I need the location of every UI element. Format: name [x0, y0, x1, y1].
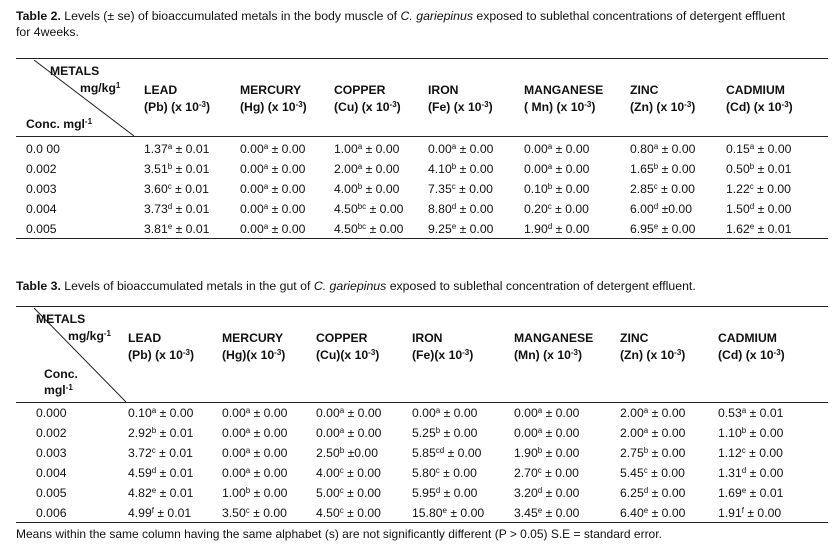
table2-cell: 3.51$^b$ ± 0.01 [144, 162, 210, 176]
table2-cell: 9.25$^e$ ± 0.00 [428, 222, 494, 236]
table3-cell: 6.40$^e$ ± 0.00 [620, 506, 686, 520]
table2-caption-text: Levels (± se) of bioaccumulated metals in the body muscle of [60, 9, 401, 23]
table3-cell: 1.10$^b$ ± 0.00 [718, 426, 784, 440]
table3-cell: 4.59$^d$ ± 0.01 [128, 466, 194, 480]
table2-corner-unit: $mg/kg^1$ [80, 81, 121, 95]
table3-cell: 5.80$^c$ ± 0.00 [412, 466, 477, 480]
table2-cell: 0.50$^b$ ± 0.01 [726, 162, 792, 176]
table2-col-unit: ( Mn) (x $10^{-3}$) [524, 100, 596, 114]
table3-caption [16, 278, 824, 294]
table3-cell: 3.20$^d$ ± 0.00 [514, 486, 580, 500]
table2-cell: 0.00$^a$ ± 0.00 [240, 142, 306, 156]
table3-cell: 0.00$^a$ ± 0.00 [514, 426, 580, 440]
table3-col-name: MANGANESE [514, 331, 594, 345]
table3-cell: 3.50$^c$ ± 0.00 [222, 506, 287, 520]
table2-col-unit: (Pb) (x $10^{-3}$) [144, 100, 211, 114]
table-footnote: Means within the same column having the same alphabet (s) are not significantly different (P > 0.05) S.E = standard error. [16, 527, 662, 541]
table3-cell: 2.92$^b$ ± 0.01 [128, 426, 194, 440]
table2-header-rule [16, 136, 828, 137]
table2-cell: 0.10$^b$ ± 0.00 [524, 182, 590, 196]
table3-cell: 2.00$^a$ ± 0.00 [620, 426, 686, 440]
table3-cell: 0.00$^a$ ± 0.00 [222, 406, 288, 420]
table3-col-unit: (Cu)(x $10^{-3}$) [316, 348, 380, 362]
table2-corner-metals: METALS [50, 64, 100, 78]
table3-col-name: CADMIUM [718, 331, 777, 345]
table2-cell: 4.10$^b$ ± 0.00 [428, 162, 494, 176]
table3-cell: 5.95$^d$ ± 0.00 [412, 486, 478, 500]
table3-top-rule [16, 306, 828, 307]
table3-caption-species: C. gariepinus [313, 279, 387, 293]
table3 [16, 306, 828, 524]
table3-cell: 0.00$^a$ ± 0.00 [222, 446, 288, 460]
table3-col-name: MERCURY [222, 331, 284, 345]
table2-cell: 2.00$^a$ ± 0.00 [334, 162, 400, 176]
table3-col-unit: (Zn) (x $10^{-3}$) [620, 348, 686, 362]
table2 [16, 58, 828, 243]
table3-cell: 0.00$^a$ ± 0.00 [412, 406, 478, 420]
table3-cell: 5.85$^{cd}$ ± 0.00 [412, 446, 482, 460]
table2-cell: 0.20$^c$ ± 0.00 [524, 202, 589, 216]
table2-bottom-rule [16, 238, 828, 239]
table3-cell: 5.25$^b$ ± 0.00 [412, 426, 478, 440]
table2-cell: 7.35$^c$ ± 0.00 [428, 182, 493, 196]
table2-col-name: IRON [428, 83, 459, 97]
table2-cell: 3.81$^e$ ± 0.01 [144, 222, 210, 236]
table3-cell: 2.70$^c$ ± 0.00 [514, 466, 579, 480]
table2-caption-line2: for 4weeks. [16, 25, 79, 39]
table3-cell: 1.00$^b$ ± 0.00 [222, 486, 288, 500]
table3-cell: 0.53$^a$ ± 0.01 [718, 406, 784, 420]
table2-cell: 8.80$^d$ ± 0.00 [428, 202, 494, 216]
table2-caption [16, 8, 824, 40]
table2-cell: 1.90$^d$ ± 0.00 [524, 222, 590, 236]
table3-cell: 2.50$^b$ ±0.00 [316, 446, 378, 460]
table2-cell: 1.00$^a$ ± 0.00 [334, 142, 400, 156]
table3-col-unit: (Cd) (x $10^{-3}$) [718, 348, 785, 362]
table2-col-unit: (Cu) (x $10^{-3}$) [334, 100, 401, 114]
table3-col-name: ZINC [620, 331, 649, 345]
table2-top-rule [16, 58, 828, 59]
table2-cell: 3.60$^c$ ± 0.01 [144, 182, 209, 196]
table3-col-name: LEAD [128, 331, 162, 345]
table2-cell: 1.65$^b$ ± 0.00 [630, 162, 696, 176]
table2-cell: 3.73$^d$ ± 0.01 [144, 202, 210, 216]
table3-col-unit: (Fe)(x $10^{-3}$) [412, 348, 474, 362]
table2-cell: 4.50$^{bc}$ ± 0.00 [334, 222, 404, 236]
table3-label: Table 3. [16, 279, 61, 293]
table2-col-name: CADMIUM [726, 83, 785, 97]
table2-col-name: MERCURY [240, 83, 302, 97]
table2-cell: 1.37$^a$ ± 0.01 [144, 142, 210, 156]
table3-cell: 0.00$^a$ ± 0.00 [514, 406, 580, 420]
table3-cell: 4.50$^c$ ± 0.00 [316, 506, 381, 520]
table2-cell: 1.62$^e$ ± 0.01 [726, 222, 792, 236]
table2-row-conc: 0.005 [26, 222, 57, 236]
table2-caption-species: C. gariepinus [400, 9, 473, 23]
table2-col-unit: (Zn) (x $10^{-3}$) [630, 100, 696, 114]
table3-cell: 0.00$^a$ ± 0.00 [222, 466, 288, 480]
table2-cell: 1.22$^c$ ± 0.00 [726, 182, 791, 196]
table3-cell: 4.00$^c$ ± 0.00 [316, 466, 381, 480]
table3-row-conc: 0.006 [36, 506, 67, 520]
table3-cell: 1.12$^c$ ± 0.00 [718, 446, 783, 460]
table3-col-unit: (Mn) (x $10^{-3}$) [514, 348, 583, 362]
table2-col-name: ZINC [630, 83, 659, 97]
table2-row-conc: 0.002 [26, 162, 57, 176]
table3-cell: 1.91$^f$ ± 0.00 [718, 506, 782, 520]
table3-col-unit: (Hg)(x $10^{-3}$) [222, 348, 286, 362]
table3-cell: 0.00$^a$ ± 0.00 [222, 426, 288, 440]
table3-cell: 1.69$^e$ ± 0.01 [718, 486, 784, 500]
table3-row-conc: 0.005 [36, 486, 67, 500]
table2-label: Table 2. [16, 9, 61, 23]
table2-cell: 1.50$^d$ ± 0.00 [726, 202, 792, 216]
table3-caption-text-end: exposed to sublethal concentration of detergent effluent. [386, 279, 696, 293]
table3-header-rule [16, 402, 828, 403]
table3-caption-text: Levels of bioaccumulated metals in the gut of [60, 279, 314, 293]
table2-col-unit: (Fe) (x $10^{-3}$) [428, 100, 493, 114]
table3-col-name: COPPER [316, 331, 368, 345]
table2-cell: 0.00$^a$ ± 0.00 [524, 162, 590, 176]
table3-cell: 1.90$^b$ ± 0.00 [514, 446, 580, 460]
table2-cell: 4.50$^{bc}$ ± 0.00 [334, 202, 404, 216]
table3-corner-unit: $mg/kg^{-1}$ [68, 329, 112, 343]
table3-col-unit: (Pb) (x $10^{-3}$) [128, 348, 195, 362]
table3-cell: 0.00$^a$ ± 0.00 [316, 426, 382, 440]
table2-cell: 0.00$^a$ ± 0.00 [240, 202, 306, 216]
table2-corner-conc: Conc. mgl$^{-1}$ [26, 117, 93, 131]
table3-cell: 4.99$^f$ ± 0.01 [128, 506, 192, 520]
table3-corner-conc: Conc. [44, 367, 78, 381]
table3-cell: 15.80$^e$ ± 0.00 [412, 506, 485, 520]
table2-cell: 0.15$^a$ ± 0.00 [726, 142, 792, 156]
table2-col-unit: (Hg) (x $10^{-3}$) [240, 100, 307, 114]
table2-cell: 0.80$^a$ ± 0.00 [630, 142, 696, 156]
table3-row-conc: 0.002 [36, 426, 67, 440]
table2-row-conc: 0.003 [26, 182, 57, 196]
table2-cell: 6.95$^e$ ± 0.00 [630, 222, 696, 236]
table2-col-unit: (Cd) (x $10^{-3}$) [726, 100, 793, 114]
table2-cell: 6.00$^d$ ±0.00 [630, 202, 692, 216]
table2-col-name: LEAD [144, 83, 178, 97]
table2-cell: 2.85$^c$ ± 0.00 [630, 182, 695, 196]
table3-cell: 5.00$^c$ ± 0.00 [316, 486, 381, 500]
table3-corner-conc-unit: mgl$^{-1}$ [44, 383, 73, 397]
table2-row-conc: 0.0 00 [26, 142, 60, 156]
table2-row-conc: 0.004 [26, 202, 57, 216]
table2-cell: 0.00$^a$ ± 0.00 [524, 142, 590, 156]
table3-col-name: IRON [412, 331, 443, 345]
table3-cell: 1.31$^d$ ± 0.00 [718, 466, 784, 480]
table3-row-conc: 0.004 [36, 466, 67, 480]
table2-caption-text-end: exposed to sublethal concentrations of detergent effluent [472, 9, 786, 23]
table2-cell: 0.00$^a$ ± 0.00 [240, 182, 306, 196]
table3-cell: 4.82$^e$ ± 0.01 [128, 486, 194, 500]
table2-cell: 0.00$^a$ ± 0.00 [240, 162, 306, 176]
table3-cell: 0.00$^a$ ± 0.00 [316, 406, 382, 420]
table3-row-conc: 0.003 [36, 446, 67, 460]
table3-cell: 0.10$^a$ ± 0.00 [128, 406, 194, 420]
table3-cell: 6.25$^d$ ± 0.00 [620, 486, 686, 500]
table2-cell: 0.00$^a$ ± 0.00 [240, 222, 306, 236]
table3-cell: 2.75$^b$ ± 0.00 [620, 446, 686, 460]
table3-row-conc: 0.000 [36, 406, 67, 420]
table3-cell: 2.00$^a$ ± 0.00 [620, 406, 686, 420]
table2-col-name: MANGANESE [524, 83, 604, 97]
table3-cell: 3.72$^c$ ± 0.01 [128, 446, 193, 460]
table3-cell: 5.45$^c$ ± 0.00 [620, 466, 685, 480]
table3-corner-metals: METALS [36, 312, 86, 326]
table3-cell: 3.45$^e$ ± 0.00 [514, 506, 580, 520]
table2-cell: 0.00$^a$ ± 0.00 [428, 142, 494, 156]
table2-col-name: COPPER [334, 83, 386, 97]
table2-cell: 4.00$^b$ ± 0.00 [334, 182, 400, 196]
